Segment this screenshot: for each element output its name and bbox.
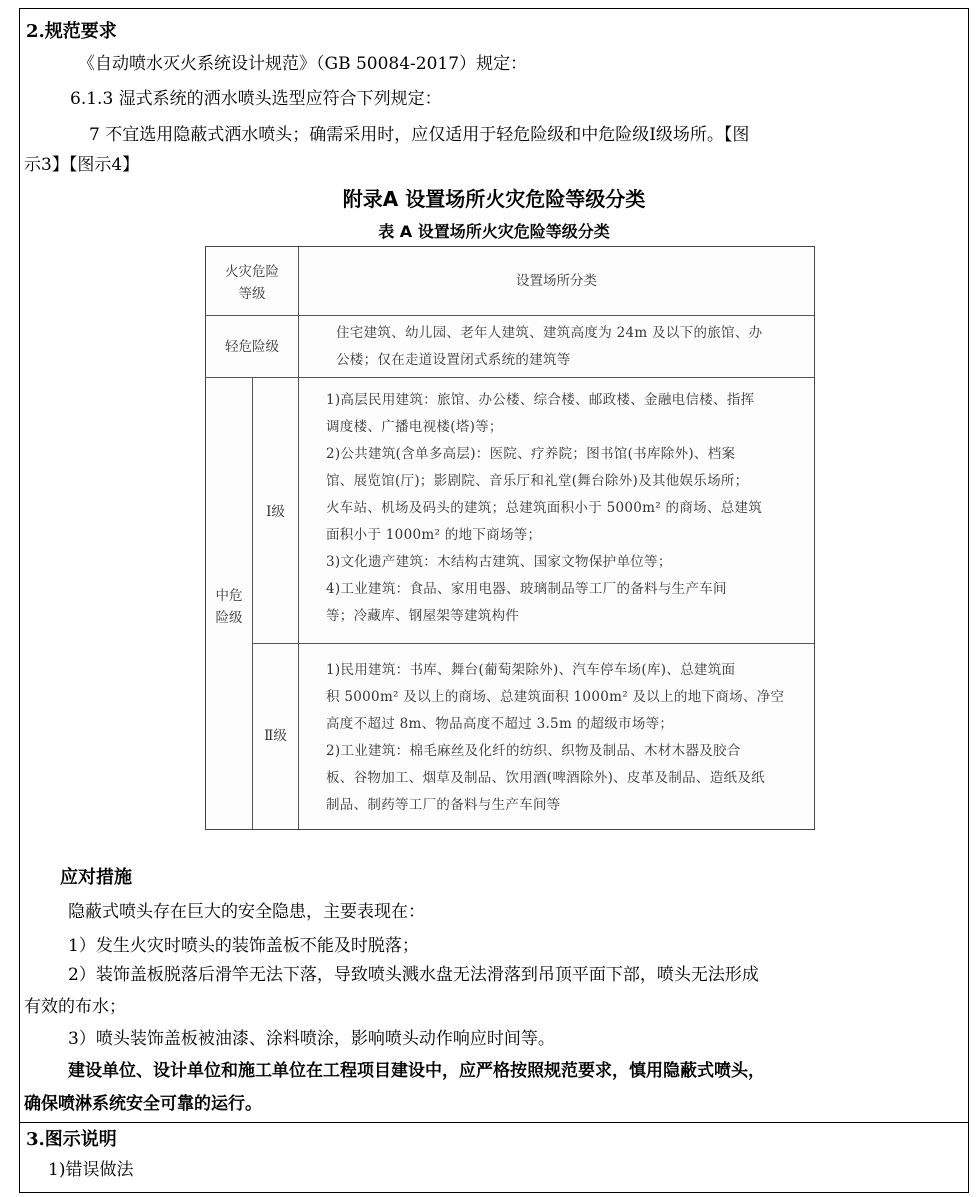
grade-1-line: 馆、展览馆(厅)；影剧院、音乐厅和礼堂(舞台除外)及其他娱乐场所；: [326, 473, 749, 489]
document-frame: [19, 8, 969, 1193]
appendix-title: 附录A 设置场所火灾危险等级分类: [342, 187, 646, 211]
medium-hazard-label-line1: 中危: [215, 588, 243, 604]
section-2-heading: 2.规范要求: [26, 21, 117, 42]
light-hazard-line: 公楼；仅在走道设置闭式系统的建筑等: [336, 352, 571, 368]
grade-2-line: 2)工业建筑：棉毛麻丝及化纤的纺织、织物及制品、木材木器及胶合: [326, 743, 741, 759]
grade-2-line: 1)民用建筑：书库、舞台(葡萄架除外)、汽车停车场(库)、总建筑面: [326, 662, 736, 678]
grade-2-line: 制品、制药等工厂的备料与生产车间等: [326, 797, 561, 813]
grade-1-line: 1)高层民用建筑：旅馆、办公楼、综合楼、邮政楼、金融电信楼、指挥: [326, 392, 755, 408]
standard-reference: 《自动喷水灭火系统设计规范》（GB 50084-2017）规定：: [78, 54, 528, 74]
section-divider: [20, 1122, 968, 1123]
measures-conclusion: 建设单位、设计单位和施工单位在工程项目建设中，应严格按照规范要求，慎用隐蔽式喷头，: [68, 1061, 765, 1081]
table-row-divider: [206, 377, 814, 378]
grade-1-label: Ⅰ级: [266, 504, 285, 520]
section-3-heading: 3.图示说明: [26, 1129, 117, 1150]
medium-hazard-label-line2: 险级: [215, 610, 243, 626]
light-hazard-text: [336, 320, 762, 374]
table-col-divider: [298, 247, 299, 829]
grade-2-line: 高度不超过 8m、物品高度不超过 3.5m 的超级市场等；: [326, 716, 674, 732]
medium-hazard-label: [206, 577, 252, 637]
grade-2-line: 板、谷物加工、烟草及制品、饮用酒(啤酒除外)、皮革及制品、造纸及纸: [326, 770, 765, 786]
grade-1-line: 4)工业建筑：食品、家用电器、玻璃制品等工厂的备料与生产车间: [326, 581, 727, 597]
header-hazard-level-line1: 火灾危险: [225, 264, 279, 280]
light-hazard-label: 轻危险级: [225, 338, 279, 355]
grade-1-line: 2)公共建筑(含单多高层)：医院、疗养院；图书馆(书库除外)、档案: [326, 446, 736, 462]
clause-item-7: 7 不宜选用隐蔽式洒水喷头；确需采用时，应仅适用于轻危险级和中危险级Ⅰ级场所。【图: [89, 125, 750, 145]
grade-2-line: 积 5000m² 及以上的商场、总建筑面积 1000m² 及以上的地下商场、净空: [326, 689, 785, 705]
measures-item-1: 1）发生火灾时喷头的装饰盖板不能及时脱落；: [68, 936, 419, 956]
grade-1-line: 调度楼、广播电视楼(塔)等；: [326, 419, 503, 435]
grade-2-text: [326, 657, 784, 819]
header-hazard-level: [206, 253, 298, 313]
table-subcol-divider: [252, 377, 253, 829]
clause-item-7-cont: 示3】【图示4】: [24, 155, 140, 175]
measures-intro: 隐蔽式喷头存在巨大的安全隐患，主要表现在：: [68, 902, 425, 922]
measures-item-2: 2）装饰盖板脱落后滑竿无法下落，导致喷头溅水盘无法滑落到吊顶平面下部，喷头无法形成: [68, 965, 759, 985]
hazard-classification-table: [205, 246, 815, 830]
light-hazard-line: 住宅建筑、幼儿园、老年人建筑、建筑高度为 24m 及以下的旅馆、办: [336, 325, 763, 341]
grade-1-line: 3)文化遗产建筑：木结构古建筑、国家文物保护单位等；: [326, 554, 672, 570]
clause-6-1-3: 6.1.3 湿式系统的洒水喷头选型应符合下列规定：: [70, 89, 442, 109]
header-place-category: 设置场所分类: [516, 273, 597, 289]
measures-item-3: 3）喷头装饰盖板被油漆、涂料喷涂，影响喷头动作响应时间等。: [68, 1029, 555, 1049]
grade-1-line: 火车站、机场及码头的建筑；总建筑面积小于 5000m² 的商场、总建筑: [326, 500, 763, 516]
table-caption: 表 A 设置场所火灾危险等级分类: [378, 222, 610, 241]
measures-conclusion-cont: 确保喷淋系统安全可靠的运行。: [24, 1094, 262, 1114]
section-3-item-1: 1)错误做法: [48, 1160, 134, 1180]
measures-item-2-cont: 有效的布水；: [24, 997, 126, 1017]
grade-1-line: 等；冷藏库、钢屋架等建筑构件: [326, 608, 520, 624]
grade-2-label: Ⅱ级: [264, 728, 287, 744]
grade-1-text: [326, 387, 762, 630]
grade-1-line: 面积小于 1000m² 的地下商场等；: [326, 527, 542, 543]
measures-heading: 应对措施: [60, 867, 132, 888]
table-row-divider: [252, 643, 814, 644]
header-hazard-level-line2: 等级: [238, 286, 266, 302]
